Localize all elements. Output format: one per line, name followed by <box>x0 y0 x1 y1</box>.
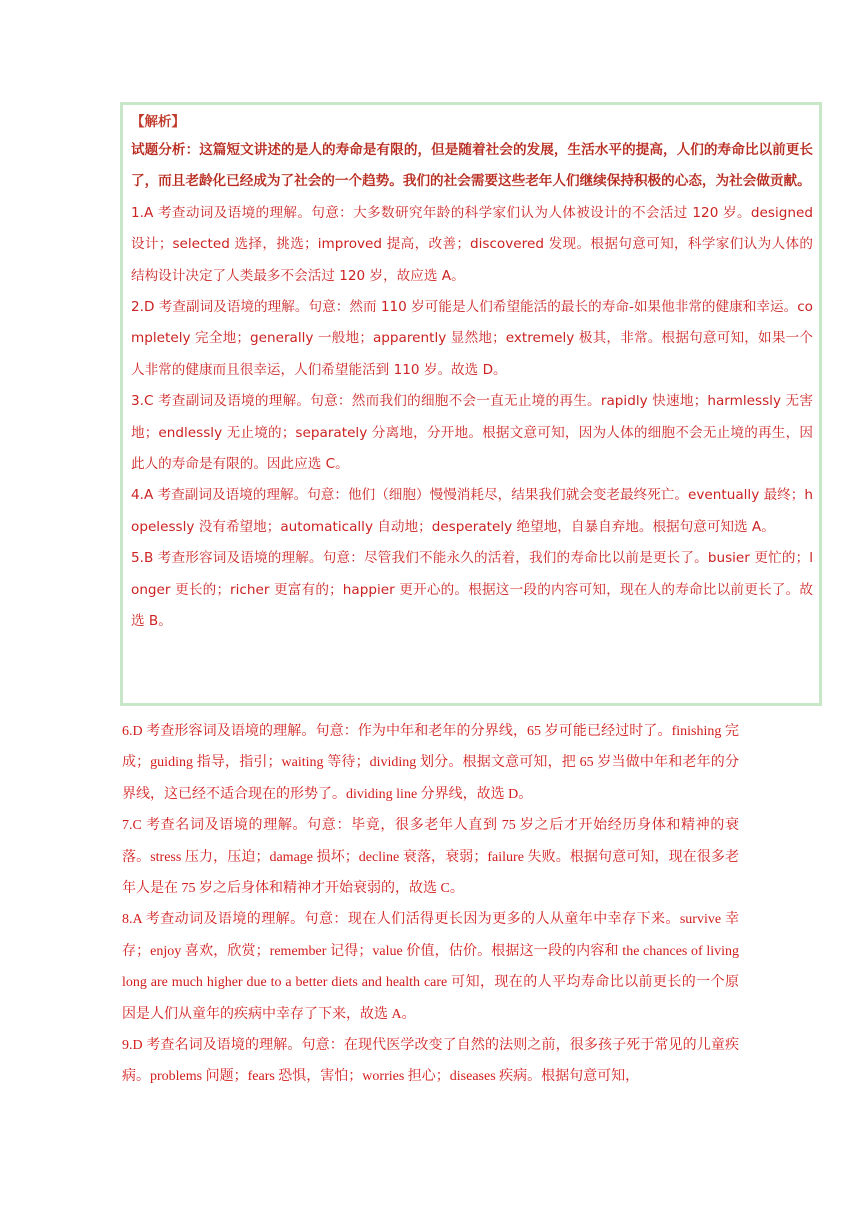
analysis-item-3: 3.C 考查副词及语境的理解。句意：然而我们的细胞不会一直无止境的再生。rapidly 快速地；harmlessly 无害地；endlessly 无止境的；separately 分离地，分开地。根据文意可知，因为人体的细胞不会无止境的再生，因此人的寿命是有限的。因此应选 C。 <box>131 393 813 473</box>
explanation-item-9: 9.D 考查名词及语境的理解。句意：在现代医学改变了自然的法则之前，很多孩子死于常见的儿童疾病。problems 问题；fears 恐惧，害怕；worries 担心；diseases 疾病。根据句意可知， <box>122 1038 739 1085</box>
analysis-item-1: 1.A 考查动词及语境的理解。句意：大多数研究年龄的科学家们认为人体被设计的不会活过 120 岁。designed 设计；selected 选择，挑选；improved 提高，改善；discovered 发现。根据句意可知，科学家们认为人体的结构设计决定了人类最多不会活过 120 岁，故应选 A。 <box>131 204 813 284</box>
explanation-item-6: 6.D 考查形容词及语境的理解。句意：作为中年和老年的分界线，65 岁可能已经过时了。finishing 完成；guiding 指导，指引；waiting 等待；dividing 划分。根据文意可知，把 65 岁当做中年和老年的分界线，这已经不适合现在的形势了。dividing line 分界线，故选 D。 <box>122 724 739 802</box>
explanation-item-8: 8.A 考查动词及语境的理解。句意：现在人们活得更长因为更多的人从童年中幸存下来。survive 幸存；enjoy 喜欢，欣赏；remember 记得；value 价值，估价。根据这一段的内容和 the chances of living long are much higher due to a better diets and health care 可知，现在的人平均寿命比以前更长的一个原因是人们从童年的疾病中幸存了下来，故选 A。 <box>122 912 739 1022</box>
analysis-intro: 试题分析：这篇短文讲述的是人的寿命是有限的，但是随着社会的发展，生活水平的提高，人们的寿命比以前更长了，而且老龄化已经成为了社会的一个趋势。我们的社会需要这些老年人们继续保持积极的心态，为社会做贡献。 <box>131 142 813 190</box>
analysis-item-2: 2.D 考查副词及语境的理解。句意：然而 110 岁可能是人们希望能活的最长的寿命-如果他非常的健康和幸运。completely 完全地；generally 一般地；apparently 显然地；extremely 极其，非常。根据句意可知，如果一个人非常的健康而且很幸运，人们希望能活到 110 岁。故选 D。 <box>131 299 813 378</box>
analysis-item-5: 5.B 考查形容词及语境的理解。句意：尽管我们不能永久的活着，我们的寿命比以前是更长了。busier 更忙的；longer 更长的；richer 更富有的；happier 更开心的。根据这一段的内容可知，现在人的寿命比以前更长了。故选 B。 <box>131 550 813 630</box>
analysis-box <box>120 102 822 706</box>
analysis-title: 【解析】 <box>131 114 185 130</box>
explanation-body <box>122 716 739 1093</box>
explanation-item-7: 7.C 考查名词及语境的理解。句意：毕竟，很多老年人直到 75 岁之后才开始经历身体和精神的衰落。stress 压力，压迫；damage 损坏；decline 衰落，衰弱；failure 失败。根据句意可知，现在很多老年人是在 75 岁之后身体和精神才开始衰弱的，故选 C。 <box>122 818 739 897</box>
analysis-item-4: 4.A 考查副词及语境的理解。句意：他们（细胞）慢慢消耗尽，结果我们就会变老最终死亡。eventually 最终；hopelessly 没有希望地；automatically 自动地；desperately 绝望地，自暴自弃地。根据句意可知选 A。 <box>131 487 813 535</box>
